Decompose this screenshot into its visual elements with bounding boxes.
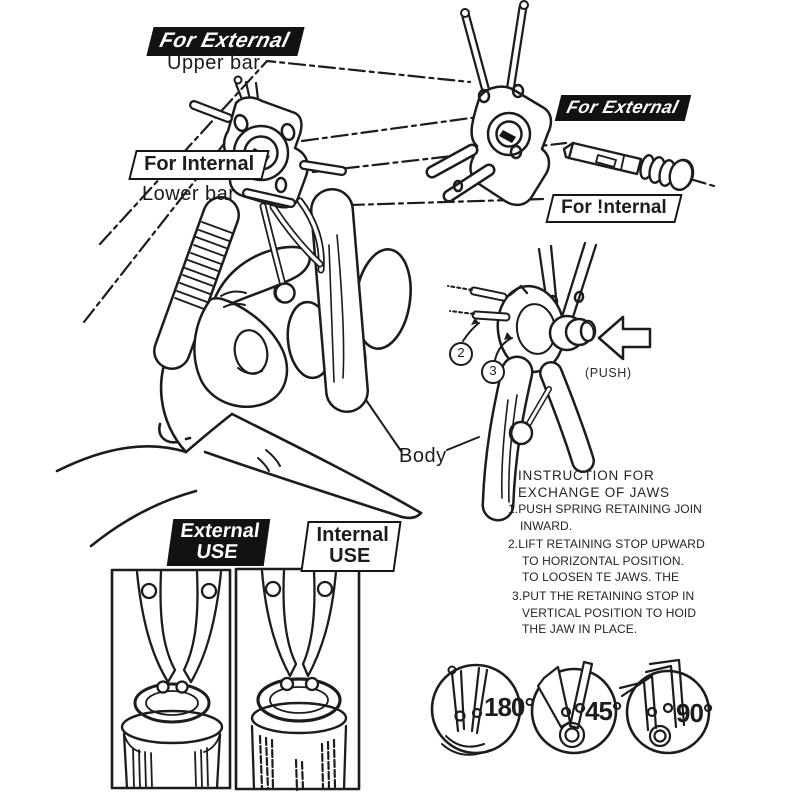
for-internal-right-text: For !nternal bbox=[561, 197, 667, 218]
instruction-line: 1.PUSH SPRING RETAINING JOIN bbox=[508, 502, 702, 516]
for-internal-right-tag bbox=[545, 194, 682, 223]
angle-badge-90: 90° bbox=[676, 698, 713, 728]
for-internal-left-text: For Internal bbox=[144, 153, 255, 175]
angle-badge-45: 45° bbox=[585, 696, 622, 726]
internal-use-line1: Internal bbox=[316, 524, 389, 546]
external-use-line2: USE bbox=[195, 541, 240, 563]
lower-bar-label: Lower bar bbox=[142, 183, 236, 205]
instructions-block bbox=[506, 468, 705, 638]
exploded-head-art bbox=[432, 1, 551, 205]
instructions-title-1: INSTRUCTION FOR bbox=[518, 468, 655, 483]
instruction-line: TO HORIZONTAL POSITION. bbox=[522, 553, 685, 568]
internal-use-line2: USE bbox=[329, 545, 371, 567]
step-2-marker: 2 bbox=[449, 342, 473, 366]
spring-retaining-pins bbox=[448, 286, 506, 317]
body-leader-lines bbox=[366, 400, 479, 451]
instruction-line: VERTICAL POSITION TO HOID bbox=[522, 605, 697, 620]
bolt-art bbox=[564, 143, 695, 192]
upper-bar-pin bbox=[194, 105, 228, 118]
external-use-line1: External bbox=[179, 520, 262, 542]
internal-use-box-art bbox=[236, 569, 359, 790]
step-3-marker: 3 bbox=[481, 360, 505, 384]
external-use-tag bbox=[167, 519, 271, 566]
instruction-line: THE JAW IN PLACE. bbox=[522, 622, 638, 637]
push-label: (PUSH) bbox=[585, 366, 632, 380]
internal-use-tag bbox=[300, 521, 401, 572]
instruction-line: INWARD. bbox=[520, 518, 573, 533]
push-arrow bbox=[599, 317, 650, 359]
instructions-title-2: EXCHANGE OF JAWS bbox=[518, 484, 670, 500]
instruction-line: TO LOOSEN TE JAWS. THE bbox=[522, 570, 680, 585]
external-use-box-art bbox=[112, 570, 230, 788]
for-external-right-tag: For External bbox=[555, 95, 692, 121]
body-label: Body bbox=[399, 445, 447, 467]
marker2-arrow bbox=[463, 323, 479, 341]
instruction-line: 3.PUT THE RETAINING STOP IN bbox=[512, 588, 695, 603]
angle-badge-180: 180° bbox=[484, 692, 534, 722]
instruction-line: 2.LIFT RETAINING STOP UPWARD bbox=[508, 537, 705, 552]
for-external-upper-tag: For External bbox=[146, 27, 304, 56]
upper-bar-label: Upper bar bbox=[167, 52, 261, 74]
for-internal-left-tag bbox=[128, 150, 269, 180]
